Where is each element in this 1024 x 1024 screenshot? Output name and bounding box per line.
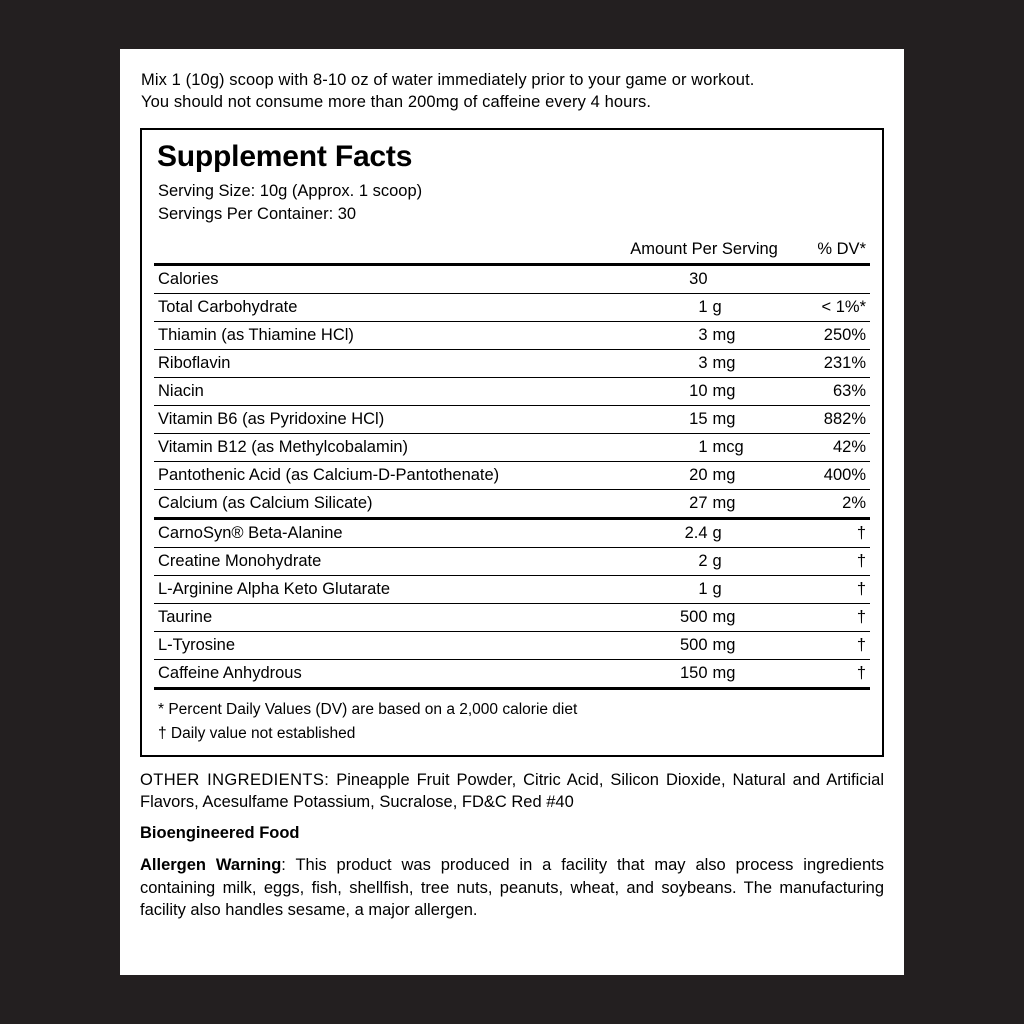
table-row [154, 434, 870, 462]
row-name: Creatine Monohydrate [154, 548, 607, 576]
table-row [154, 294, 870, 322]
table-row [154, 350, 870, 378]
row-amount-unit: mg [712, 382, 736, 401]
other-ingredients [140, 769, 884, 814]
row-amount-value: 30 [689, 270, 708, 289]
footnotes [154, 698, 870, 745]
table-header-row [154, 236, 870, 265]
row-amount [607, 632, 801, 660]
row-amount-value: 2 [698, 552, 708, 571]
row-amount-unit: mg [712, 354, 736, 373]
row-amount-unit: mg [712, 326, 736, 345]
supplement-facts-box [140, 128, 884, 757]
row-name: CarnoSyn® Beta-Alanine [154, 519, 607, 548]
row-amount [607, 519, 801, 548]
table-row [154, 406, 870, 434]
row-amount [607, 378, 801, 406]
header-percent-dv: % DV* [801, 236, 870, 265]
row-dv: 231% [801, 350, 870, 378]
row-dv: 400% [801, 462, 870, 490]
row-amount [607, 604, 801, 632]
row-name: Calcium (as Calcium Silicate) [154, 490, 607, 519]
bioengineered-food-note: Bioengineered Food [140, 824, 300, 843]
other-ingredients-text: Pineapple Fruit Powder, Citric Acid, Silicon Dioxide, Natural and Artificial Flavors, Acesulfame Potassium, Sucralose, FD&C Red #40 [140, 770, 884, 812]
row-amount-value: 20 [689, 466, 708, 485]
table-row [154, 632, 870, 660]
supplement-facts-table [154, 236, 870, 690]
row-amount [607, 406, 801, 434]
header-nutrient [154, 236, 607, 265]
row-name: Riboflavin [154, 350, 607, 378]
row-dv: 42% [801, 434, 870, 462]
row-amount-value: 3 [698, 326, 708, 345]
table-row [154, 576, 870, 604]
row-amount-unit: mg [712, 494, 736, 513]
row-name: Taurine [154, 604, 607, 632]
row-amount-unit: mg [712, 466, 736, 485]
row-amount-value: 500 [679, 608, 708, 627]
row-amount [607, 322, 801, 350]
row-amount [607, 576, 801, 604]
other-ingredients-label: OTHER INGREDIENTS: [140, 770, 330, 789]
servings-per-container: Servings Per Container: 30 [158, 204, 357, 223]
row-amount [607, 548, 801, 576]
row-name: L-Tyrosine [154, 632, 607, 660]
row-amount-unit: g [712, 298, 722, 317]
row-dv: 882% [801, 406, 870, 434]
row-amount-value: 15 [689, 410, 708, 429]
row-amount-value: 1 [698, 438, 708, 457]
row-amount-value: 150 [679, 664, 708, 683]
row-amount [607, 660, 801, 689]
row-dv: < 1%* [801, 294, 870, 322]
allergen-warning-label: Allergen Warning [140, 856, 282, 875]
supplement-facts-title: Supplement Facts [157, 139, 413, 173]
row-name: Niacin [154, 378, 607, 406]
row-dv: † [801, 548, 870, 576]
row-amount [607, 490, 801, 519]
row-amount-unit: g [712, 524, 722, 543]
supplement-label-panel [120, 49, 904, 975]
row-dv: † [801, 519, 870, 548]
table-row [154, 490, 870, 519]
row-amount [607, 350, 801, 378]
row-amount-unit: mg [712, 636, 736, 655]
row-amount [607, 462, 801, 490]
row-dv: † [801, 660, 870, 689]
header-amount-per-serving: Amount Per Serving [607, 236, 801, 265]
table-row [154, 548, 870, 576]
row-name: Total Carbohydrate [154, 294, 607, 322]
footnote-daily-value: * Percent Daily Values (DV) are based on a 2,000 calorie diet [158, 701, 578, 719]
table-row [154, 462, 870, 490]
row-dv: 2% [801, 490, 870, 519]
directions-text [141, 69, 884, 114]
row-amount-value: 3 [698, 354, 708, 373]
row-amount [607, 294, 801, 322]
row-name: L-Arginine Alpha Keto Glutarate [154, 576, 607, 604]
allergen-warning [140, 854, 884, 921]
row-dv: 250% [801, 322, 870, 350]
row-amount-unit: mg [712, 410, 736, 429]
row-amount-value: 27 [689, 494, 708, 513]
table-row [154, 322, 870, 350]
allergen-warning-text: : This product was produced in a facility that may also process ingredients containing milk, eggs, fish, shellfish, tree nuts, peanuts, wheat, and soybeans. The manufacturing facility also handles sesame, a major allergen. [140, 856, 884, 919]
directions-line-1: Mix 1 (10g) scoop with 8-10 oz of water immediately prior to your game or workout. [141, 71, 755, 89]
row-amount [607, 434, 801, 462]
row-name: Caffeine Anhydrous [154, 660, 607, 689]
table-row [154, 604, 870, 632]
row-amount-unit: g [712, 552, 722, 571]
row-amount-value: 500 [679, 636, 708, 655]
serving-size: Serving Size: 10g (Approx. 1 scoop) [158, 181, 423, 200]
footnote-dagger: † Daily value not established [158, 724, 356, 742]
table-row [154, 519, 870, 548]
table-row [154, 265, 870, 294]
row-dv: † [801, 576, 870, 604]
row-amount-value: 2.4 [684, 524, 708, 543]
directions-line-2: You should not consume more than 200mg of caffeine every 4 hours. [141, 93, 652, 112]
table-row [154, 660, 870, 689]
row-amount-value: 10 [689, 382, 708, 401]
row-amount-value: 1 [698, 298, 708, 317]
row-name: Vitamin B6 (as Pyridoxine HCl) [154, 406, 607, 434]
row-amount-unit: mg [712, 608, 736, 627]
row-amount-unit: mcg [712, 438, 744, 457]
row-dv: † [801, 632, 870, 660]
row-name: Calories [154, 265, 607, 294]
row-dv: † [801, 604, 870, 632]
row-amount-value: 1 [698, 580, 708, 599]
row-name: Vitamin B12 (as Methylcobalamin) [154, 434, 607, 462]
row-name: Pantothenic Acid (as Calcium-D-Pantothenate) [154, 462, 607, 490]
row-amount [607, 265, 801, 294]
row-dv [801, 265, 870, 294]
row-amount-unit: g [712, 580, 722, 599]
row-amount-unit: mg [712, 664, 736, 683]
table-row [154, 378, 870, 406]
row-dv: 63% [801, 378, 870, 406]
row-name: Thiamin (as Thiamine HCl) [154, 322, 607, 350]
